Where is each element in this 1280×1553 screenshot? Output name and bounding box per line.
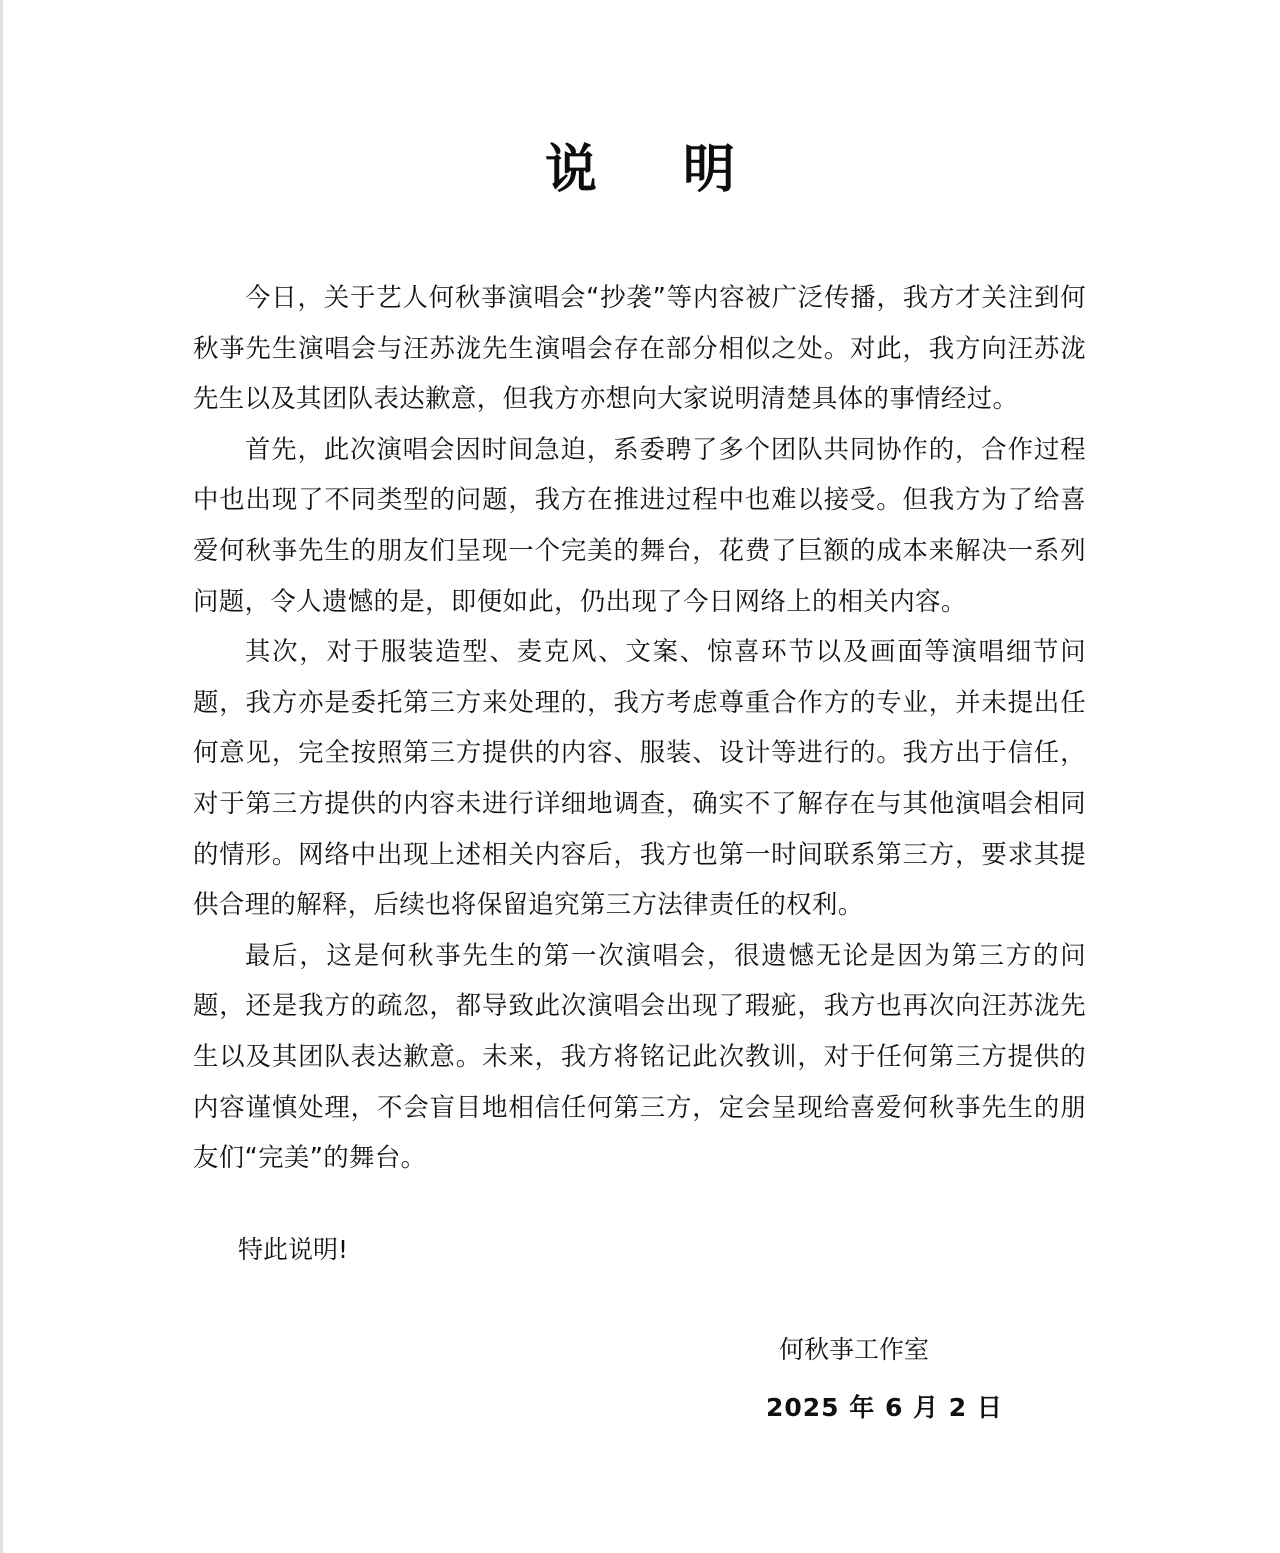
paragraph-4: 最后，这是何秋亊先生的第一次演唱会，很遗憾无论是因为第三方的问题，还是我方的疏忽，都导致此次演唱会出现了瑕疵，我方也再次向汪苏泷先生以及其团队表达歉意。未来，我方将铭记此次教训，对于任何第三方提供的内容谨慎处理，不会盲目地相信任何第三方，定会呈现给喜爱何秋亊先生的朋友们“完美”的舞台。 [193,939,1086,1173]
paragraph-3: 其次，对于服装造型、麦克风、文案、惊喜环节以及画面等演唱细节问题，我方亦是委托第三方来处理的，我方考虑尊重合作方的专业，并未提出任何意见，完全按照第三方提供的内容、服装、设计等进行的。我方出于信任，对于第三方提供的内容未进行详细地调查，确实不了解存在与其他演唱会相同的情形。网络中出现上述相关内容后，我方也第一时间联系第三方，要求其提供合理的解释，后续也将保留追究第三方法律责任的权利。 [193,636,1086,920]
paragraph-1: 今日，关于艺人何秋亊演唱会“抄袭”等内容被广泛传播，我方才关注到何秋亊先生演唱会与汪苏泷先生演唱会存在部分相似之处。对此，我方向汪苏泷先生以及其团队表达歉意，但我方亦想向大家说明清楚具体的事情经过。 [193,282,1086,414]
document-body [193,272,1086,1183]
signature-studio: 何秋亊工作室 [779,1335,930,1364]
document-title: 说 明 [544,140,770,200]
closing-statement: 特此说明! [238,1235,349,1264]
document-date: 2025 年 6 月 2 日 [766,1393,1003,1422]
paragraph-2: 首先，此次演唱会因时间急迫，系委聘了多个团队共同协作的，合作过程中也出现了不同类型的问题，我方在推进过程中也难以接受。但我方为了给喜爱何秋亊先生的朋友们呈现一个完美的舞台，花费了巨额的成本来解决一系列问题，令人遗憾的是，即便如此，仍出现了今日网络上的相关内容。 [193,433,1086,616]
